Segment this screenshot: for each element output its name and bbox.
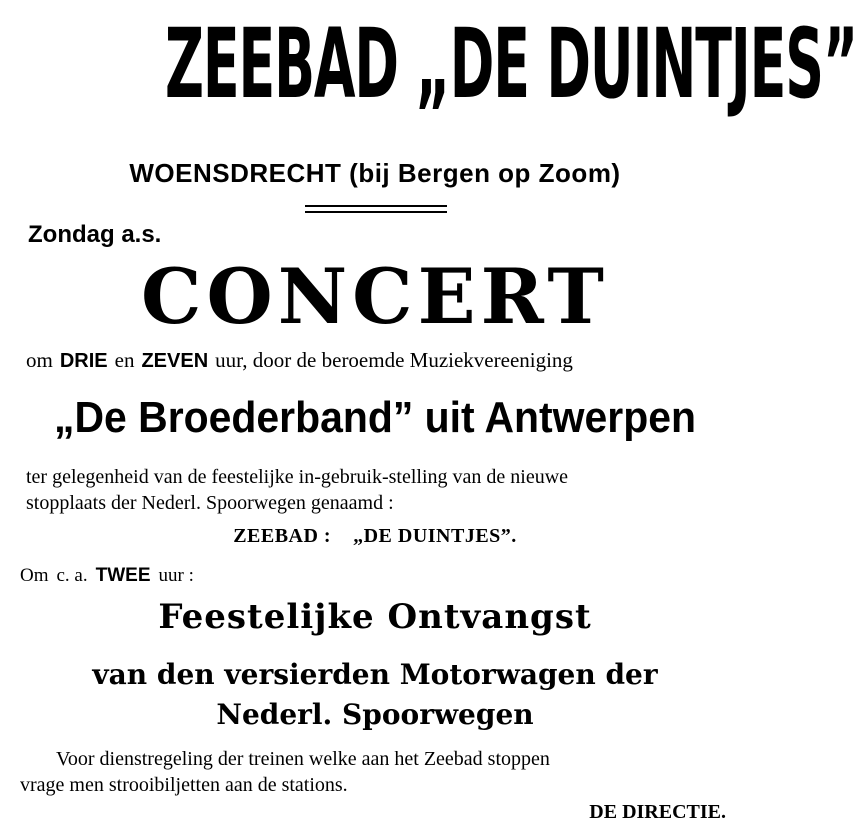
reception-ca: c. a. [56,565,88,586]
stop-name: „DE DUINTJES”. [353,525,517,547]
timetable-notice [20,746,725,798]
event-day: Zondag a.s. [28,221,162,248]
reception-time-line [20,561,194,591]
location-line: WOENSDRECHT (bij Bergen op Zoom) [129,158,621,188]
time-twee: TWEE [95,565,151,586]
divider-rule-top [305,205,447,207]
stop-name-line [0,521,750,551]
time-zeven: ZEVEN [141,350,209,372]
time-drie: DRIE [59,350,108,372]
times-rest: uur, door de beroemde Muziekvereeniging [215,348,573,372]
stop-label: ZEEBAD : [233,525,332,547]
motorcar-line-2: Nederl. Spoorwegen [216,698,534,731]
signature: DE DIRECTIE. [589,801,726,823]
times-om: om [26,348,53,372]
notice-line-1: Voor dienstregeling der treinen welke aan het Zeebad stoppen [56,748,550,770]
headline: ZEEBAD „DE DUINTJES” [165,8,857,120]
times-en: en [114,348,135,372]
reception-om: Om [20,565,49,586]
occasion-line-2: stopplaats der Nederl. Spoorwegen genaamd : [26,492,394,514]
motorcar-line-1: van den versierden Motorwagen der [92,658,658,691]
concert-times-line [26,345,573,376]
occasion-paragraph [26,464,731,516]
notice-line-2: vrage men strooibiljetten aan de stations. [20,774,348,796]
reception-uur: uur : [158,565,194,586]
divider-rule-bottom [305,211,447,213]
band-name: „De Broederband” uit Antwerpen [54,393,696,442]
reception-heading: Feestelijke Ontvangst [158,597,592,637]
motorcar-heading [0,655,750,735]
event-title: CONCERT [141,252,609,341]
occasion-line-1: ter gelegenheid van de feestelijke in-gebruik-stelling van de nieuwe [26,466,569,488]
